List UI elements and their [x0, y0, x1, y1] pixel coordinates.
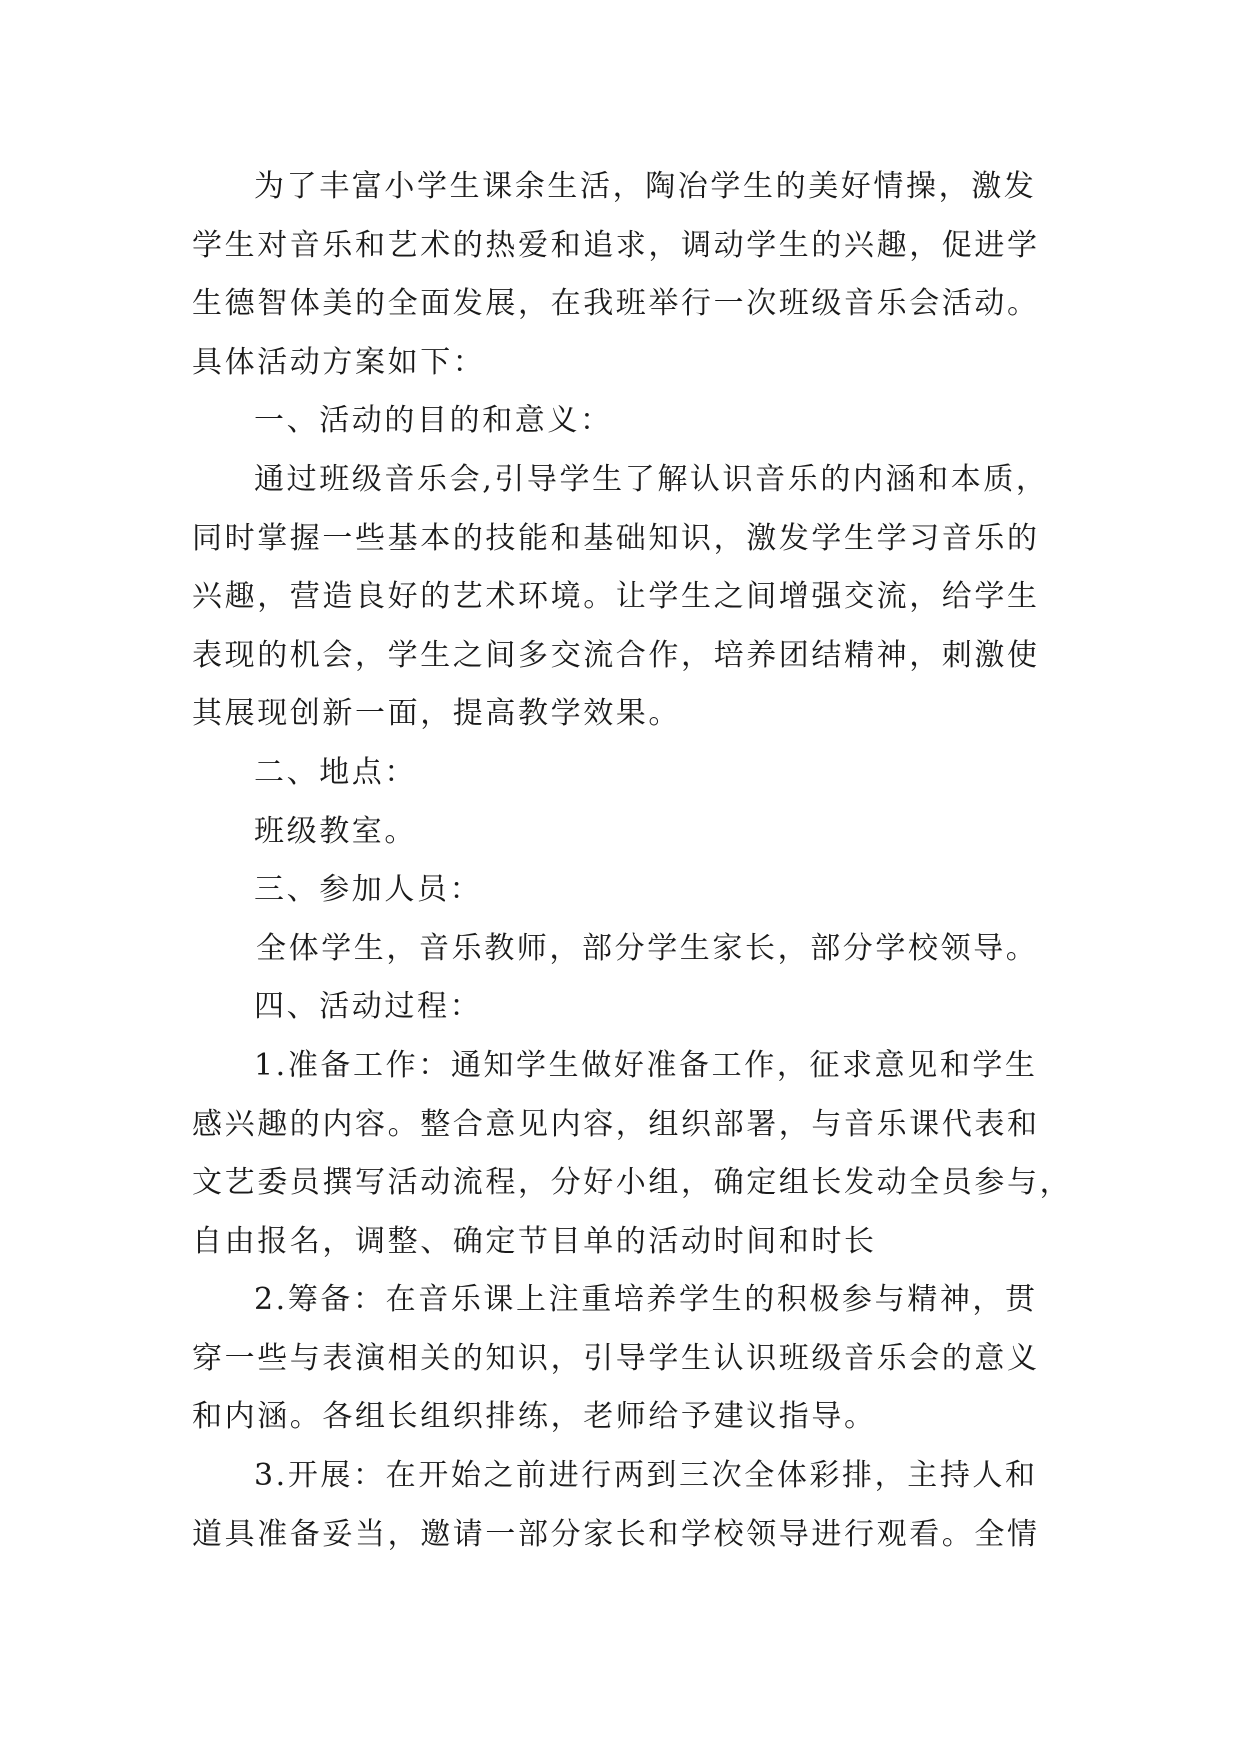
section-heading-location: 二、地点： — [254, 754, 417, 790]
document-body — [192, 158, 1073, 1564]
paragraph-step2-line-1: 2.筹备：在音乐课上注重培养学生的积极参与精神，贯 — [254, 1282, 1038, 1318]
paragraph-intro-line-2: 学生对音乐和艺术的热爱和追求，调动学生的兴趣，促进学 — [192, 227, 1040, 263]
paragraph-participants: 全体学生，音乐教师，部分学生家长，部分学校领导。 — [256, 930, 1039, 966]
paragraph-intro-line-3: 生德智体美的全面发展，在我班举行一次班级音乐会活动。 — [192, 286, 1040, 322]
paragraph-step3-line-2: 道具准备妥当，邀请一部分家长和学校领导进行观看。全情 — [192, 1516, 1040, 1552]
paragraph-purpose-line-2: 同时掌握一些基本的技能和基础知识，激发学生学习音乐的 — [192, 520, 1040, 556]
section-heading-purpose: 一、活动的目的和意义： — [254, 403, 613, 439]
paragraph-location: 班级教室。 — [254, 813, 417, 849]
paragraph-purpose-line-1: 通过班级音乐会,引导学生了解认识音乐的内涵和本质， — [254, 461, 1049, 497]
paragraph-purpose-line-3: 兴趣，营造良好的艺术环境。让学生之间增强交流，给学生 — [192, 579, 1040, 615]
paragraph-purpose-line-5: 其展现创新一面，提高教学效果。 — [192, 696, 681, 732]
section-heading-participants: 三、参加人员： — [254, 872, 483, 908]
paragraph-step3-line-1: 3.开展：在开始之前进行两到三次全体彩排，主持人和 — [254, 1458, 1038, 1494]
section-heading-process: 四、活动过程： — [254, 989, 483, 1025]
paragraph-step1-line-3: 文艺委员撰写活动流程，分好小组，确定组长发动全员参与， — [192, 1165, 1073, 1201]
paragraph-step1-line-2: 感兴趣的内容。整合意见内容，组织部署，与音乐课代表和 — [192, 1106, 1040, 1142]
paragraph-step1-line-1: 1.准备工作：通知学生做好准备工作，征求意见和学生 — [254, 1047, 1038, 1083]
paragraph-intro-line-1: 为了丰富小学生课余生活，陶冶学生的美好情操，激发 — [254, 169, 1037, 204]
paragraph-step2-line-2: 穿一些与表演相关的知识，引导学生认识班级音乐会的意义 — [192, 1340, 1040, 1376]
paragraph-step1-line-4: 自由报名，调整、确定节目单的活动时间和时长 — [192, 1223, 877, 1259]
paragraph-purpose-line-4: 表现的机会，学生之间多交流合作，培养团结精神，刺激使 — [192, 637, 1040, 673]
paragraph-step2-line-3: 和内涵。各组长组织排练，老师给予建议指导。 — [192, 1399, 877, 1435]
paragraph-intro-line-4: 具体活动方案如下： — [192, 344, 486, 380]
